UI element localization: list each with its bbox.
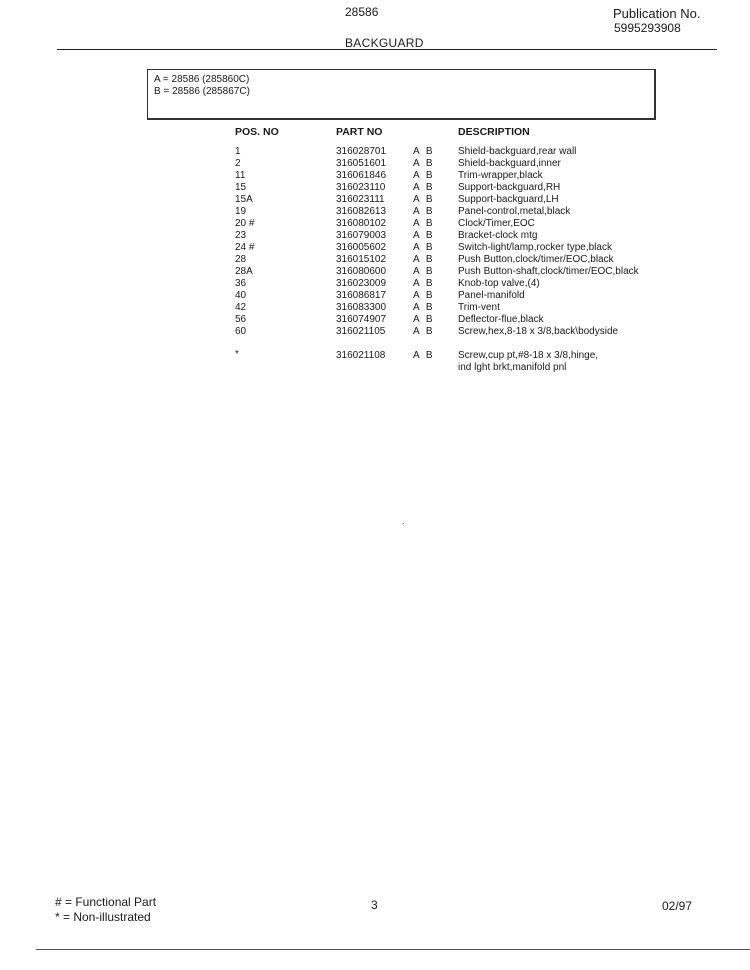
variant-cell: A B xyxy=(413,206,435,217)
part-cell: 316082613 xyxy=(336,206,387,217)
variant-cell: A B xyxy=(413,146,435,157)
pos-cell: 1 xyxy=(235,146,241,157)
variant-cell: A B xyxy=(413,326,435,337)
part-cell: 316023111 xyxy=(336,194,385,205)
description-cell: Push Button-shaft,clock/timer/EOC,black xyxy=(458,266,639,277)
footer-divider xyxy=(36,949,750,950)
column-header-part-no: PART NO xyxy=(336,126,383,138)
header-divider xyxy=(57,49,717,50)
description-cell: Shield-backguard,rear wall xyxy=(458,146,577,157)
pos-cell: 20 # xyxy=(235,218,255,229)
description-cell: Deflector-flue,black xyxy=(458,314,544,325)
variant-cell: A B xyxy=(413,302,435,313)
pos-cell: 2 xyxy=(235,158,241,169)
scan-speck xyxy=(403,523,404,524)
variant-cell: A B xyxy=(413,254,435,265)
pos-cell: 24 # xyxy=(235,242,255,253)
part-cell: 316083300 xyxy=(336,302,387,313)
description-cell: Support-backguard,RH xyxy=(458,182,561,193)
description-cell: Trim-vent xyxy=(458,302,500,313)
part-cell: 316061846 xyxy=(336,170,387,181)
variant-cell: A B xyxy=(413,170,435,181)
pos-cell: 28A xyxy=(235,266,253,277)
column-header-description: DESCRIPTION xyxy=(458,126,530,138)
part-cell: 316080102 xyxy=(336,218,387,229)
variant-cell: A B xyxy=(413,230,435,241)
description-cell: Knob-top valve,(4) xyxy=(458,278,540,289)
description-cell: Shield-backguard,inner xyxy=(458,158,561,169)
part-cell: 316023110 xyxy=(336,182,386,193)
description-cell: Trim-wrapper,black xyxy=(458,170,543,181)
pos-cell: 60 xyxy=(235,326,247,337)
description-cell-line1: Screw,cup pt,#8-18 x 3/8,hinge, xyxy=(458,350,599,361)
description-cell: Panel-control,metal,black xyxy=(458,206,571,217)
legend-functional-part: # = Functional Part xyxy=(55,895,157,909)
description-cell: Screw,hex,8-18 x 3/8,back\bodyside xyxy=(458,326,619,337)
page-number: 3 xyxy=(371,898,378,912)
part-cell: 316079003 xyxy=(336,230,387,241)
publication-number: 5995293908 xyxy=(614,21,681,35)
description-cell: Support-backguard,LH xyxy=(458,194,559,205)
part-cell: 316015102 xyxy=(336,254,387,265)
pos-cell: 56 xyxy=(235,314,247,325)
variant-cell: A B xyxy=(413,350,435,361)
pos-cell: 40 xyxy=(235,290,247,301)
variant-cell: A B xyxy=(413,194,435,205)
section-title: BACKGUARD xyxy=(345,36,424,50)
part-cell: 316074907 xyxy=(336,314,387,325)
pos-cell: * xyxy=(235,349,239,360)
part-cell: 316086817 xyxy=(336,290,387,301)
part-cell: 316005602 xyxy=(336,242,387,253)
variant-legend-box xyxy=(147,69,656,120)
part-cell: 316021105 xyxy=(336,326,386,337)
publication-date: 02/97 xyxy=(662,899,693,913)
pos-cell: 11 xyxy=(235,170,246,181)
pos-cell: 28 xyxy=(235,254,247,265)
publication-label: Publication No. xyxy=(613,6,701,21)
pos-cell: 23 xyxy=(235,230,247,241)
description-cell: Bracket-clock mtg xyxy=(458,230,538,241)
variant-cell: A B xyxy=(413,314,435,325)
part-cell: 316080600 xyxy=(336,266,387,277)
variant-cell: A B xyxy=(413,290,435,301)
variant-cell: A B xyxy=(413,278,435,289)
description-cell: Panel-manifold xyxy=(458,290,525,301)
variant-b: B = 28586 (285867C) xyxy=(154,86,250,97)
part-cell: 316023009 xyxy=(336,278,387,289)
part-cell: 316051601 xyxy=(336,158,387,169)
pos-cell: 36 xyxy=(235,278,247,289)
part-cell: 316028701 xyxy=(336,146,387,157)
legend-non-illustrated: * = Non-illustrated xyxy=(55,910,151,924)
column-header-pos-no: POS. NO xyxy=(235,126,279,138)
variant-cell: A B xyxy=(413,266,435,277)
variant-a: A = 28586 (285860C) xyxy=(154,74,250,85)
pos-cell: 15 xyxy=(235,182,247,193)
pos-cell: 42 xyxy=(235,302,247,313)
description-cell: Switch-light/lamp,rocker type,black xyxy=(458,242,612,253)
variant-cell: A B xyxy=(413,242,435,253)
variant-cell: A B xyxy=(413,158,435,169)
description-cell: Push Button,clock/timer/EOC,black xyxy=(458,254,614,265)
pos-cell: 19 xyxy=(235,206,247,217)
model-number: 28586 xyxy=(345,5,379,19)
pos-cell: 15A xyxy=(235,194,253,205)
description-cell-line2: ind lght brkt,manifold pnl xyxy=(458,362,567,373)
variant-cell: A B xyxy=(413,218,435,229)
part-cell: 316021108 xyxy=(336,350,386,361)
variant-cell: A B xyxy=(413,182,435,193)
description-cell: Clock/Timer,EOC xyxy=(458,218,535,229)
